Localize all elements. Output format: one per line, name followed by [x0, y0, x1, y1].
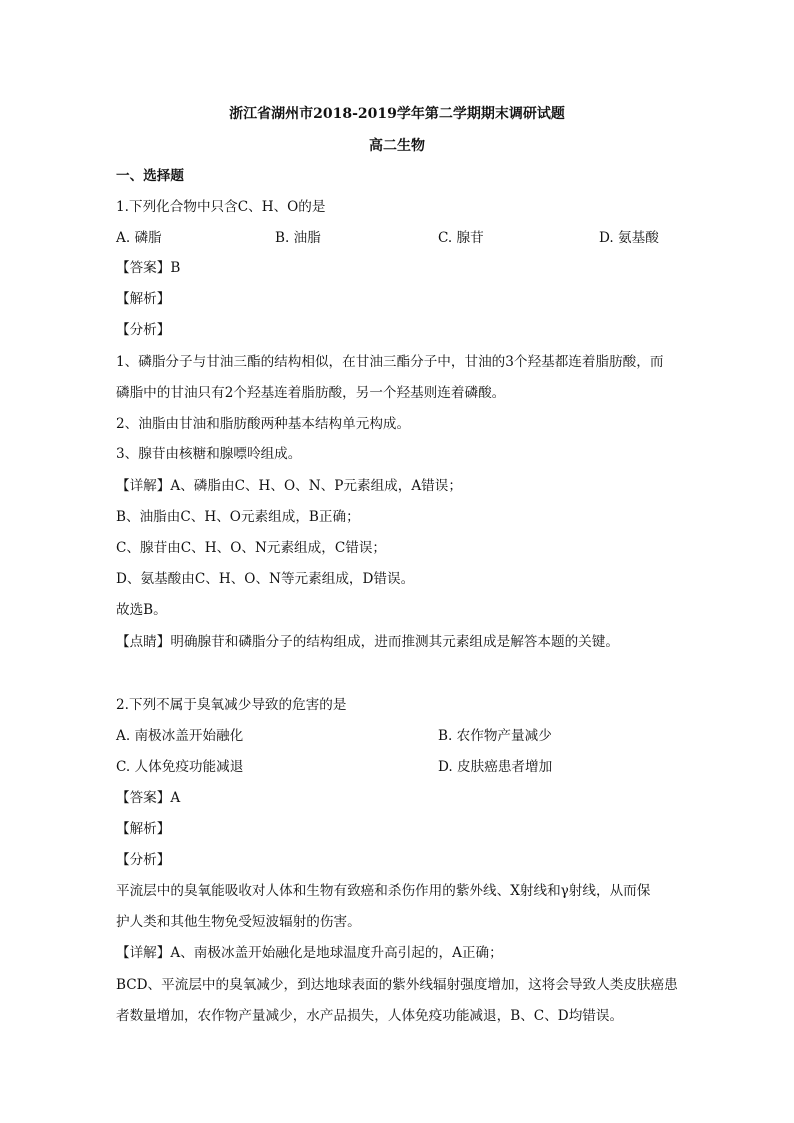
q1-option-c: C. 腺苷 — [438, 230, 484, 246]
q1-detail-text: A、磷脂由C、H、O、N、P元素组成，A错误； — [170, 478, 462, 494]
q1-option-d: D. 氨基酸 — [599, 230, 659, 246]
q2-detail-line: 者数量增加，农作物产量减少，水产品损失，人体免疫功能减退，B、C、D均错误。 — [116, 1008, 624, 1024]
section-heading: 一、选择题 — [116, 168, 184, 184]
q1-analysis-line: 磷脂中的甘油只有2个羟基连着脂肪酸，另一个羟基则连着磷酸。 — [116, 385, 506, 401]
document-title: 浙江省湖州市2018-2019学年第二学期期末调研试题 — [229, 106, 565, 122]
q1-detail-line: D、氨基酸由C、H、O、N等元素组成，D错误。 — [116, 571, 415, 587]
q1-point-line — [116, 632, 619, 652]
q1-analysis-line: 2、油脂由甘油和脂肪酸两种基本结构单元构成。 — [116, 416, 411, 432]
q2-option-a: A. 南极冰盖开始融化 — [116, 728, 244, 744]
q1-point-label: 【点睛】 — [116, 634, 171, 650]
q2-option-d: D. 皮肤癌患者增加 — [438, 759, 553, 775]
q2-detail-label: 【详解】 — [116, 945, 171, 961]
q1-detail-line: B、油脂由C、H、O元素组成，B正确； — [116, 509, 360, 525]
q2-analysis-line: 护人类和其他生物免受短波辐射的伤害。 — [116, 914, 361, 930]
q1-detail-line: C、腺苷由C、H、O、N元素组成，C错误； — [116, 540, 387, 556]
q1-fenxi-label: 【分析】 — [116, 322, 171, 338]
q1-option-b: B. 油脂 — [275, 230, 321, 246]
q1-point-text: 明确腺苷和磷脂分子的结构组成，进而推测其元素组成是解答本题的关键。 — [170, 634, 619, 650]
question-2-stem: 2.下列不属于臭氧减少导致的危害的是 — [116, 697, 347, 713]
q2-detail-line — [116, 943, 503, 963]
q1-jiexi-label: 【解析】 — [116, 291, 171, 307]
q2-jiexi-label: 【解析】 — [116, 821, 171, 837]
q1-detail-line — [116, 476, 462, 496]
q2-detail-line: BCD、平流层中的臭氧减少，到达地球表面的紫外线辐射强度增加，这将会导致人类皮肤癌患 — [116, 977, 678, 993]
q1-detail-label: 【详解】 — [116, 478, 171, 494]
q1-analysis-line: 3、腺苷由核糖和腺嘌呤组成。 — [116, 446, 302, 462]
q1-analysis-line: 1、磷脂分子与甘油三酯的结构相似，在甘油三酯分子中，甘油的3个羟基都连着脂肪酸，而 — [116, 354, 664, 370]
q1-conclusion: 故选B。 — [116, 602, 167, 618]
q2-option-b: B. 农作物产量减少 — [438, 728, 552, 744]
q1-answer: 【答案】B — [116, 260, 181, 276]
q2-option-c: C. 人体免疫功能减退 — [116, 759, 244, 775]
q1-option-a: A. 磷脂 — [116, 230, 162, 246]
q2-detail-text: A、南极冰盖开始融化是地球温度升高引起的，A正确； — [170, 945, 503, 961]
q2-fenxi-label: 【分析】 — [116, 852, 171, 868]
document-subtitle: 高二生物 — [369, 138, 425, 154]
q2-answer: 【答案】A — [116, 790, 181, 806]
q2-analysis-line: 平流层中的臭氧能吸收对人体和生物有致癌和杀伤作用的紫外线、X射线和γ射线，从而保 — [116, 883, 651, 899]
question-1-stem: 1.下列化合物中只含C、H、O的是 — [116, 199, 326, 215]
